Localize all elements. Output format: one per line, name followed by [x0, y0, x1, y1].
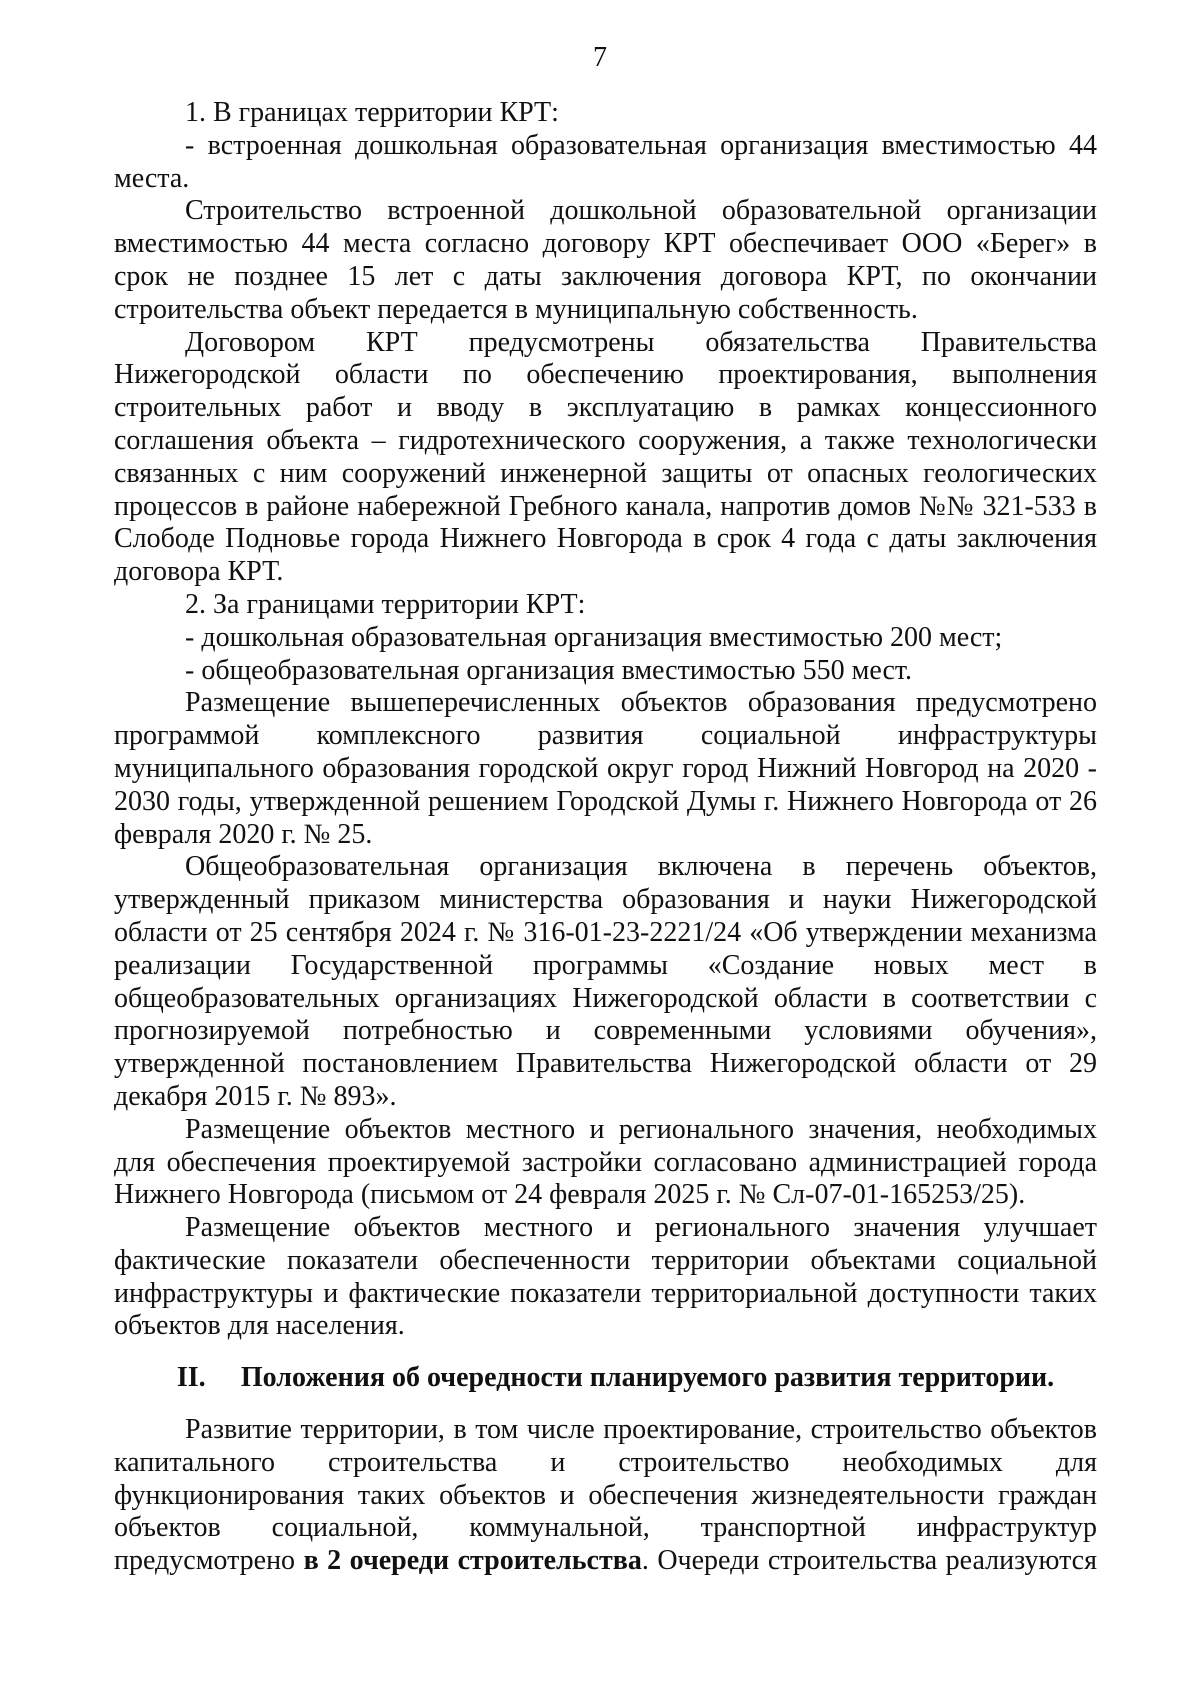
paragraph-school-550: - общеобразовательная организация вместимостью 550 мест. [185, 654, 913, 686]
paragraph-embedded-kindergarten: - встроенная дошкольная образовательная организация вместимостью 44 места. [114, 129, 1097, 194]
section-heading [114, 1362, 1097, 1395]
paragraph-program-placement: Размещение вышеперечисленных объектов образования предусмотрено программой комплексного развития социальной инфраструктуры муниципального образования городской округ город Нижний Новгород на 2020 - 2030 годы, утвержденной решением Городской Думы г. Нижнего Новгорода от 26 февраля 2020 г. № 25. [114, 687, 1097, 850]
stages-text-before: Развитие территории, в том числе проектирование, строительство объектов капитального строительства и строительство необходимых для функционирования таких объектов и обеспечения жизнедеятельности граждан объектов социальной, коммунальной, транспортной инфраструктур предусмотрено [114, 1414, 1097, 1577]
paragraph-krt-obligations: Договором КРТ предусмотрены обязательства Правительства Нижегородской области по обеспечению проектирования, выполнения строительных работ и вводу в эксплуатацию в рамках концессионного соглашения объекта – гидротехнического сооружения, а также технологически связанных с ним сооружений инженерной защиты от опасных геологических процессов в районе набережной Гребного канала, напротив домов №№ 321-533 в Слободе Подновье города Нижнего Новгорода в срок 4 года с даты заключения договора КРТ. [114, 326, 1097, 588]
document-body [114, 97, 1097, 1578]
paragraph-administration-approval: Размещение объектов местного и регионального значения, необходимых для обеспечения проектируемой застройки согласовано администрацией города Нижнего Новгорода (письмом от 24 февраля 2025 г. № Сл-07-01-165253/25). [114, 1113, 1097, 1211]
page-number: 7 [593, 42, 607, 73]
paragraph-kindergarten-200: - дошкольная образовательная организация вместимостью 200 мест; [185, 621, 1003, 653]
stages-bold-text: в 2 очереди строительства [303, 1545, 642, 1577]
section-number: II. [176, 1362, 206, 1394]
paragraph-ministry-order: Общеобразовательная организация включена в перечень объектов, утвержденный приказом министерства образования и науки Нижегородской области от 25 сентября 2024 г. № 316-01-23-2221/24 «Об утверждении механизма реализации Государственной программы «Создание новых мест в общеобразовательных организациях Нижегородской области в соответствии с прогнозируемой потребностью и современными условиями обучения», утвержденной постановлением Правительства Нижегородской области от 29 декабря 2015 г. № 893». [114, 851, 1097, 1112]
section-title: Положения об очередности планируемого развития территории. [240, 1362, 1055, 1394]
paragraph-krt-outside-heading: 2. За границами территории КРТ: [185, 588, 586, 620]
paragraph-development-stages [114, 1414, 1097, 1578]
stages-text-after: . Очереди строительства реализуются [641, 1545, 1097, 1577]
paragraph-indicators-improvement: Размещение объектов местного и регионального значения улучшает фактические показатели обеспеченности территории объектами социальной инфраструктуры и фактические показатели территориальной доступности таких объектов для населения. [114, 1212, 1097, 1342]
paragraph-krt-inside-heading: 1. В границах территории КРТ: [185, 97, 559, 128]
paragraph-construction-bereg: Строительство встроенной дошкольной образовательной организации вместимостью 44 места согласно договору КРТ обеспечивает ООО «Берег» в срок не позднее 15 лет с даты заключения договора КРТ, по окончании строительства объект передается в муниципальную собственность. [114, 195, 1097, 325]
